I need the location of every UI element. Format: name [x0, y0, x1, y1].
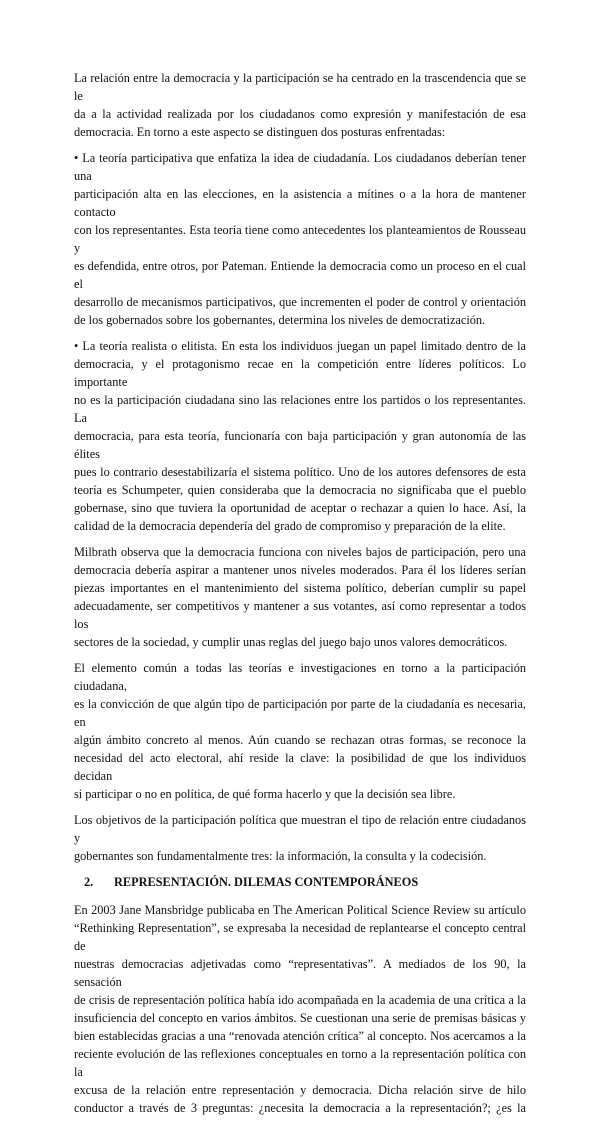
text-line: desarrollo de mecanismos participativos, que incrementen el poder de control y orientación [74, 295, 526, 309]
text-line: es la convicción de que algún tipo de participación por parte de la ciudadanía es necesaria, en [74, 697, 526, 729]
text-line: • La teoría participativa que enfatiza la idea de ciudadanía. Los ciudadanos deberían tener una [74, 151, 526, 183]
text-line: algún ámbito concreto al menos. Aún cuando se rechazan otras formas, se reconoce la [74, 733, 526, 747]
text-line: teoría es Schumpeter, quien consideraba que la democracia no significaba que el pueblo [74, 483, 526, 497]
section-heading [74, 873, 526, 891]
text-line: si participar o no en política, de qué forma hacerlo y que la decisión sea libre. [74, 787, 456, 801]
paragraph-democracy-participation [74, 69, 526, 141]
text-line: La relación entre la democracia y la participación se ha centrado en la trascendencia que se le [74, 71, 526, 103]
text-line: necesidad del acto electoral, ahí reside la clave: la posibilidad de que los individuos decidan [74, 751, 526, 783]
text-line: reciente evolución de las reflexiones conceptuales en torno a la representación política con la [74, 1047, 526, 1079]
text-line: piezas importantes en el mantenimiento del sistema político, deberían cumplir su papel [74, 581, 526, 595]
text-line: Los objetivos de la participación política que muestran el tipo de relación entre ciudadanos y [74, 813, 526, 845]
text-line: adecuadamente, ser competitivos y mantener a sus votantes, así como representar a todos los [74, 599, 526, 631]
text-line: “Rethinking Representation”, se expresaba la necesidad de replantearse el concepto central de [74, 921, 526, 953]
paragraph-common-element [74, 659, 526, 803]
text-line: de los gobernados sobre los gobernantes, determina los niveles de democratización. [74, 313, 486, 327]
text-line: calidad de la democracia dependería del grado de compromiso y preparación de la elite. [74, 519, 506, 533]
text-line: gobernase, sino que tuviera la oportunidad de aceptar o rechazar a quien lo hace. Así, la [74, 501, 526, 515]
text-line: democracia, para esta teoría, funcionaría con baja participación y gran autonomía de las élites [74, 429, 526, 461]
text-line: de crisis de representación política había ido acompañada en la academia de una crítica a la [74, 993, 526, 1007]
text-line: nuestras democracias adjetivadas como “representativas”. A mediados de los 90, la sensación [74, 957, 526, 989]
text-line: sectores de la sociedad, y cumplir unas reglas del juego bajo unos valores democráticos. [74, 635, 508, 649]
text-line: con los representantes. Esta teoría tiene como antecedentes los planteamientos de Rousseau y [74, 223, 526, 255]
paragraph-participatory-theory [74, 149, 526, 329]
document-body [74, 69, 526, 1125]
paragraph-realist-theory [74, 337, 526, 535]
text-line: democracia debería aspirar a mantener unos niveles moderados. Para él los líderes serían [74, 563, 526, 577]
text-line: no es la participación ciudadana sino las relaciones entre los partidos o los representantes. La [74, 393, 526, 425]
text-line: En 2003 Jane Mansbridge publicaba en The American Political Science Review su artículo [74, 903, 526, 917]
text-line: participación alta en las elecciones, en la asistencia a mítines o a la hora de mantener contacto [74, 187, 526, 219]
text-line: conductor a través de 3 preguntas: ¿necesita la democracia a la representación?; ¿es la [74, 1101, 526, 1115]
text-line: bien establecidas gracias a una “renovada atención crítica” al concepto. Nos acercamos a la [74, 1029, 526, 1043]
paragraph-mansbridge [74, 901, 526, 1117]
section-title: REPRESENTACIÓN. DILEMAS CONTEMPORÁNEOS [114, 875, 419, 889]
paragraph-objectives [74, 811, 526, 865]
paragraph-milbrath [74, 543, 526, 651]
text-line: es defendida, entre otros, por Pateman. Entiende la democracia como un proceso en el cual el [74, 259, 526, 291]
text-line: El elemento común a todas las teorías e investigaciones en torno a la participación ciudadana, [74, 661, 526, 693]
text-line: excusa de la relación entre representación y democracia. Dicha relación sirve de hilo [74, 1083, 526, 1097]
text-line: democracia. En torno a este aspecto se distinguen dos posturas enfrentadas: [74, 125, 446, 139]
text-line: democracia, y el protagonismo recae en la competición entre líderes políticos. Lo importante [74, 357, 526, 389]
text-line: Milbrath observa que la democracia funciona con niveles bajos de participación, pero una [74, 545, 526, 559]
text-line: da a la actividad realizada por los ciudadanos como expresión y manifestación de esa [74, 107, 526, 121]
text-line: gobernantes son fundamentalmente tres: la información, la consulta y la codecisión. [74, 849, 487, 863]
section-number: 2. [84, 875, 94, 889]
text-line: insuficiencia del concepto en varios ámbitos. Se cuestionan una serie de premisas básicas y [74, 1011, 526, 1025]
text-line: • La teoría realista o elitista. En esta los individuos juegan un papel limitado dentro de la [74, 339, 526, 353]
text-line: pues lo contrario desestabilizaría el sistema político. Uno de los autores defensores de esta [74, 465, 526, 479]
